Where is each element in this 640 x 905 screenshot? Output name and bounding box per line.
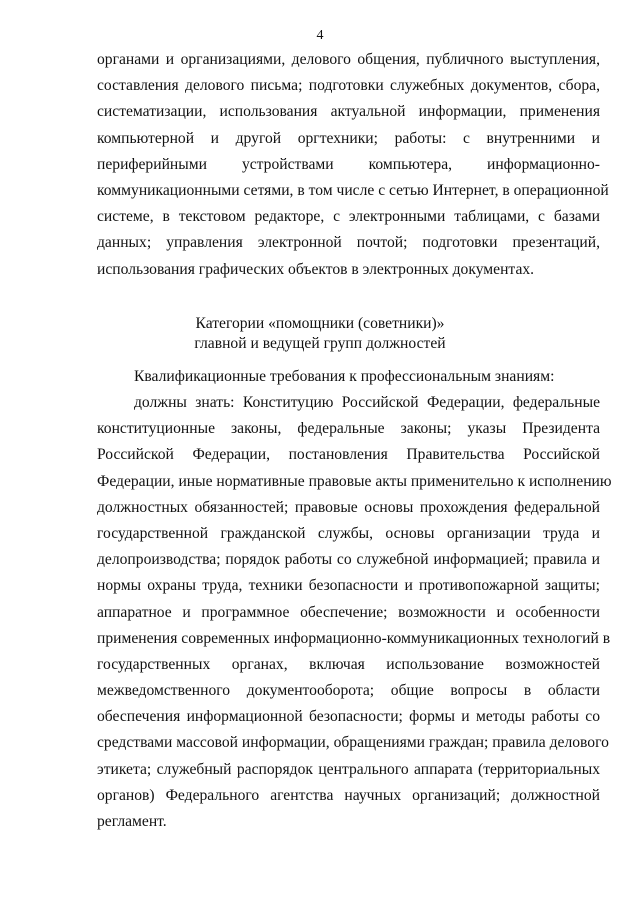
- text-line: обеспечения информационной безопасности; формы и методы работы со: [97, 708, 600, 726]
- text-line: Квалификационные требования к профессиональным знаниям:: [134, 368, 555, 385]
- text-line: делопроизводства; порядок работы со служебной информацией; правила и: [97, 551, 600, 569]
- text-line: регламент.: [97, 813, 167, 830]
- heading-line-1: Категории «помощники (советники)»: [195, 315, 445, 332]
- text-line: должны знать: Конституцию Российской Федерации, федеральные: [134, 394, 600, 411]
- paragraph-knowledge: [97, 390, 612, 835]
- text-line: составления делового письма; подготовки служебных документов, сбора,: [97, 77, 600, 95]
- paragraph-requirements-intro: [97, 364, 600, 390]
- page-number: 4: [316, 28, 324, 43]
- text-line: коммуникационными сетями, в том числе с сетью Интернет, в операционной: [97, 181, 609, 199]
- text-line: периферийными устройствами компьютера, информационно-: [97, 155, 600, 173]
- text-line: аппаратное и программное обеспечение; возможности и особенности: [97, 603, 600, 621]
- text-line: средствами массовой информации, обращениями граждан; правила делового: [97, 734, 609, 752]
- text-line: государственных органах, включая использование возможностей: [97, 655, 600, 673]
- text-line: применения современных информационно-коммуникационных технологий в: [97, 629, 611, 647]
- text-line: Российской Федерации, постановления Правительства Российской: [97, 446, 600, 464]
- text-line: компьютерной и другой оргтехники; работы: с внутренними и: [97, 129, 600, 147]
- text-line: системе, в текстовом редакторе, с электронными таблицами, с базами: [97, 208, 600, 226]
- section-heading: [0, 314, 640, 354]
- text-line: межведомственного документооборота; общие вопросы в области: [97, 682, 600, 700]
- text-line: должностных обязанностей; правовые основы прохождения федеральной: [97, 498, 600, 516]
- text-line: этикета; служебный распорядок центрального аппарата (территориальных: [97, 760, 600, 778]
- paragraph-skills-continued: [97, 47, 609, 283]
- text-line: органов) Федерального агентства научных организаций; должностной: [97, 786, 600, 804]
- text-line: Федерации, иные нормативные правовые акты применительно к исполнению: [97, 472, 612, 490]
- text-line: органами и организациями, делового общения, публичного выступления,: [97, 51, 600, 68]
- text-line: государственной гражданской службы, основы организации труда и: [97, 524, 600, 542]
- text-line: данных; управления электронной почтой; подготовки презентаций,: [97, 234, 600, 252]
- text-line: систематизации, использования актуальной информации, применения: [97, 103, 600, 121]
- text-line: конституционные законы, федеральные законы; указы Президента: [97, 420, 600, 438]
- text-line: нормы охраны труда, техники безопасности и противопожарной защиты;: [97, 577, 600, 595]
- text-line: использования графических объектов в электронных документах.: [97, 260, 535, 278]
- heading-line-2: главной и ведущей групп должностей: [194, 335, 446, 352]
